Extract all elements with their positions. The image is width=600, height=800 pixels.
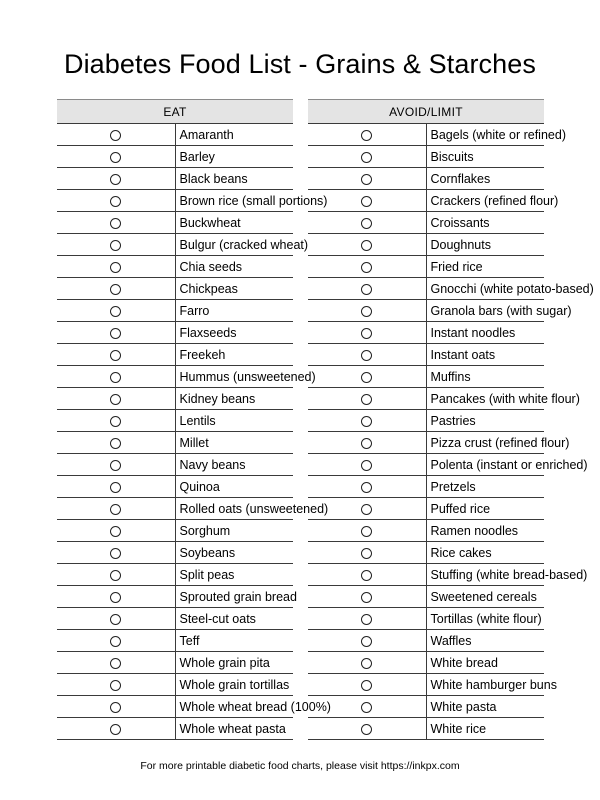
checkbox-cell (57, 124, 175, 146)
avoid-limit-list-item (308, 718, 544, 740)
food-item-label: Sorghum (175, 520, 293, 542)
empty-circle-checkbox-icon[interactable] (361, 526, 372, 537)
food-item-label: Chickpeas (175, 278, 293, 300)
checkbox-cell (308, 476, 426, 498)
empty-circle-checkbox-icon[interactable] (361, 306, 372, 317)
food-item-label: Muffins (426, 366, 544, 388)
checkbox-cell (308, 520, 426, 542)
food-item-label: Teff (175, 630, 293, 652)
avoid-limit-list-item (308, 652, 544, 674)
food-item-label: Pretzels (426, 476, 544, 498)
empty-circle-checkbox-icon[interactable] (110, 196, 121, 207)
eat-list-item (57, 586, 293, 608)
checkbox-cell (57, 366, 175, 388)
empty-circle-checkbox-icon[interactable] (361, 262, 372, 273)
food-item-label: Buckwheat (175, 212, 293, 234)
eat-list-item (57, 542, 293, 564)
food-item-label: Instant oats (426, 344, 544, 366)
empty-circle-checkbox-icon[interactable] (361, 680, 372, 691)
empty-circle-checkbox-icon[interactable] (110, 218, 121, 229)
food-item-label: Navy beans (175, 454, 293, 476)
empty-circle-checkbox-icon[interactable] (110, 724, 121, 735)
checkbox-cell (308, 146, 426, 168)
checkbox-cell (57, 300, 175, 322)
avoid-limit-list-item (308, 322, 544, 344)
checkbox-cell (308, 652, 426, 674)
checkbox-cell (57, 674, 175, 696)
food-item-label: Cornflakes (426, 168, 544, 190)
empty-circle-checkbox-icon[interactable] (361, 724, 372, 735)
avoid-limit-list-item (308, 190, 544, 212)
checkbox-cell (57, 696, 175, 718)
empty-circle-checkbox-icon[interactable] (110, 306, 121, 317)
eat-list-item (57, 674, 293, 696)
food-item-label: Pizza crust (refined flour) (426, 432, 544, 454)
avoid-limit-list-item (308, 256, 544, 278)
empty-circle-checkbox-icon[interactable] (361, 416, 372, 427)
empty-circle-checkbox-icon[interactable] (361, 482, 372, 493)
checkbox-cell (308, 234, 426, 256)
eat-list-item (57, 168, 293, 190)
food-item-label: Fried rice (426, 256, 544, 278)
checkbox-cell (57, 344, 175, 366)
food-item-label: Whole wheat bread (100%) (175, 696, 293, 718)
empty-circle-checkbox-icon[interactable] (110, 240, 121, 251)
food-item-label: Stuffing (white bread-based) (426, 564, 544, 586)
eat-list-item (57, 234, 293, 256)
avoid-limit-list-item (308, 168, 544, 190)
avoid-limit-list-item (308, 432, 544, 454)
food-item-label: Rolled oats (unsweetened) (175, 498, 293, 520)
avoid-limit-list-item (308, 586, 544, 608)
empty-circle-checkbox-icon[interactable] (361, 328, 372, 339)
empty-circle-checkbox-icon[interactable] (361, 592, 372, 603)
food-item-label: Instant noodles (426, 322, 544, 344)
food-item-label: Doughnuts (426, 234, 544, 256)
food-item-label: Rice cakes (426, 542, 544, 564)
checkbox-cell (308, 344, 426, 366)
avoid-limit-list-item (308, 278, 544, 300)
eat-column-header: EAT (57, 100, 293, 124)
checkbox-cell (308, 212, 426, 234)
checkbox-cell (57, 718, 175, 740)
checkbox-cell (57, 476, 175, 498)
food-item-label: Black beans (175, 168, 293, 190)
avoid-limit-list-body (308, 124, 594, 740)
food-item-label: Sprouted grain bread (175, 586, 293, 608)
checkbox-cell (57, 608, 175, 630)
avoid-limit-list-item (308, 124, 544, 146)
empty-circle-checkbox-icon[interactable] (110, 262, 121, 273)
checkbox-cell (57, 168, 175, 190)
eat-list-item (57, 630, 293, 652)
checkbox-cell (308, 630, 426, 652)
empty-circle-checkbox-icon[interactable] (110, 504, 121, 515)
food-item-label: Whole grain pita (175, 652, 293, 674)
checkbox-cell (308, 388, 426, 410)
eat-list-item (57, 520, 293, 542)
eat-list-item (57, 256, 293, 278)
empty-circle-checkbox-icon[interactable] (361, 152, 372, 163)
checkbox-cell (308, 278, 426, 300)
food-item-label: Tortillas (white flour) (426, 608, 544, 630)
eat-list-item (57, 608, 293, 630)
empty-circle-checkbox-icon[interactable] (361, 460, 372, 471)
empty-circle-checkbox-icon[interactable] (110, 284, 121, 295)
eat-list-item (57, 366, 293, 388)
checkbox-cell (308, 190, 426, 212)
empty-circle-checkbox-icon[interactable] (110, 680, 121, 691)
checkbox-cell (308, 608, 426, 630)
empty-circle-checkbox-icon[interactable] (110, 350, 121, 361)
checkbox-cell (308, 432, 426, 454)
food-item-label: Barley (175, 146, 293, 168)
avoid-limit-list-item (308, 630, 544, 652)
checkbox-cell (57, 322, 175, 344)
eat-list-item (57, 190, 293, 212)
empty-circle-checkbox-icon[interactable] (361, 438, 372, 449)
empty-circle-checkbox-icon[interactable] (110, 658, 121, 669)
eat-list-item (57, 322, 293, 344)
food-item-label: Gnocchi (white potato-based) (426, 278, 544, 300)
food-item-label: Quinoa (175, 476, 293, 498)
empty-circle-checkbox-icon[interactable] (110, 482, 121, 493)
food-item-label: Polenta (instant or enriched) (426, 454, 544, 476)
eat-list-item (57, 652, 293, 674)
checkbox-cell (57, 520, 175, 542)
eat-list-item (57, 454, 293, 476)
empty-circle-checkbox-icon[interactable] (361, 174, 372, 185)
eat-list-item (57, 696, 293, 718)
empty-circle-checkbox-icon[interactable] (361, 658, 372, 669)
empty-circle-checkbox-icon[interactable] (110, 152, 121, 163)
food-item-label: Millet (175, 432, 293, 454)
food-item-label: Whole grain tortillas (175, 674, 293, 696)
eat-list-item (57, 498, 293, 520)
checkbox-cell (57, 410, 175, 432)
food-item-label: Biscuits (426, 146, 544, 168)
empty-circle-checkbox-icon[interactable] (110, 130, 121, 141)
empty-circle-checkbox-icon[interactable] (361, 130, 372, 141)
checkbox-cell (57, 498, 175, 520)
eat-list-item (57, 146, 293, 168)
checkbox-cell (308, 300, 426, 322)
empty-circle-checkbox-icon[interactable] (110, 636, 121, 647)
eat-list-table (57, 99, 331, 740)
checkbox-cell (57, 256, 175, 278)
checkbox-cell (57, 212, 175, 234)
empty-circle-checkbox-icon[interactable] (361, 394, 372, 405)
food-item-label: Soybeans (175, 542, 293, 564)
food-item-label: Hummus (unsweetened) (175, 366, 293, 388)
eat-list-item (57, 278, 293, 300)
avoid-limit-list-table (308, 99, 594, 740)
eat-list-item (57, 212, 293, 234)
checkbox-cell (57, 564, 175, 586)
avoid-limit-list-item (308, 388, 544, 410)
empty-circle-checkbox-icon[interactable] (361, 240, 372, 251)
food-item-label: Pastries (426, 410, 544, 432)
avoid-limit-list-item (308, 498, 544, 520)
avoid-limit-list-item (308, 344, 544, 366)
food-item-label: Waffles (426, 630, 544, 652)
food-item-label: Croissants (426, 212, 544, 234)
checkbox-cell (57, 542, 175, 564)
checkbox-cell (57, 586, 175, 608)
checkbox-cell (308, 168, 426, 190)
avoid-limit-list-item (308, 454, 544, 476)
food-item-label: Bulgur (cracked wheat) (175, 234, 293, 256)
empty-circle-checkbox-icon[interactable] (110, 372, 121, 383)
avoid-limit-list-item (308, 212, 544, 234)
checkbox-cell (308, 542, 426, 564)
food-item-label: Puffed rice (426, 498, 544, 520)
food-item-label: Ramen noodles (426, 520, 544, 542)
food-item-label: Chia seeds (175, 256, 293, 278)
checkbox-cell (308, 454, 426, 476)
food-item-label: White rice (426, 718, 544, 740)
avoid-limit-list-item (308, 366, 544, 388)
page-title: Diabetes Food List - Grains & Starches (63, 49, 536, 79)
empty-circle-checkbox-icon[interactable] (110, 438, 121, 449)
empty-circle-checkbox-icon[interactable] (110, 416, 121, 427)
empty-circle-checkbox-icon[interactable] (361, 702, 372, 713)
eat-list-item (57, 718, 293, 740)
eat-list-item (57, 124, 293, 146)
avoid-limit-list-item (308, 674, 544, 696)
empty-circle-checkbox-icon[interactable] (361, 636, 372, 647)
food-item-label: White hamburger buns (426, 674, 544, 696)
food-item-label: Whole wheat pasta (175, 718, 293, 740)
checkbox-cell (57, 454, 175, 476)
food-item-label: Amaranth (175, 124, 293, 146)
checkbox-cell (57, 388, 175, 410)
eat-list-item (57, 564, 293, 586)
food-item-label: Split peas (175, 564, 293, 586)
checkbox-cell (57, 278, 175, 300)
eat-list-item (57, 388, 293, 410)
eat-list-item (57, 300, 293, 322)
eat-header-row (57, 100, 293, 124)
avoid-limit-list-item (308, 564, 544, 586)
food-item-label: Freekeh (175, 344, 293, 366)
empty-circle-checkbox-icon[interactable] (110, 570, 121, 581)
food-item-label: Bagels (white or refined) (426, 124, 544, 146)
checkbox-cell (308, 256, 426, 278)
empty-circle-checkbox-icon[interactable] (110, 702, 121, 713)
empty-circle-checkbox-icon[interactable] (110, 614, 121, 625)
empty-circle-checkbox-icon[interactable] (110, 328, 121, 339)
checkbox-cell (57, 146, 175, 168)
empty-circle-checkbox-icon[interactable] (110, 526, 121, 537)
checkbox-cell (57, 652, 175, 674)
food-item-label: Flaxseeds (175, 322, 293, 344)
checkbox-cell (308, 564, 426, 586)
checkbox-cell (57, 190, 175, 212)
empty-circle-checkbox-icon[interactable] (110, 548, 121, 559)
empty-circle-checkbox-icon[interactable] (361, 570, 372, 581)
checkbox-cell (57, 630, 175, 652)
checkbox-cell (308, 498, 426, 520)
empty-circle-checkbox-icon[interactable] (361, 218, 372, 229)
checkbox-cell (308, 322, 426, 344)
checkbox-cell (308, 718, 426, 740)
checkbox-cell (57, 432, 175, 454)
empty-circle-checkbox-icon[interactable] (110, 592, 121, 603)
empty-circle-checkbox-icon[interactable] (110, 394, 121, 405)
avoid-limit-list-item (308, 608, 544, 630)
food-item-label: Kidney beans (175, 388, 293, 410)
checkbox-cell (308, 366, 426, 388)
avoid-limit-list-item (308, 410, 544, 432)
eat-list-item (57, 432, 293, 454)
eat-list-item (57, 476, 293, 498)
avoid-limit-column-header: AVOID/LIMIT (308, 100, 544, 124)
food-item-label: Farro (175, 300, 293, 322)
footer-note: For more printable diabetic food charts, please visit https://inkpx.com (140, 760, 460, 772)
empty-circle-checkbox-icon[interactable] (361, 504, 372, 515)
avoid-limit-list-item (308, 542, 544, 564)
eat-list-item (57, 410, 293, 432)
food-item-label: Sweetened cereals (426, 586, 544, 608)
eat-list-body (57, 124, 331, 740)
food-item-label: White pasta (426, 696, 544, 718)
checkbox-cell (308, 696, 426, 718)
empty-circle-checkbox-icon[interactable] (110, 174, 121, 185)
food-item-label: Lentils (175, 410, 293, 432)
checkbox-cell (308, 124, 426, 146)
checkbox-cell (308, 674, 426, 696)
food-item-label: Steel-cut oats (175, 608, 293, 630)
eat-list-item (57, 344, 293, 366)
empty-circle-checkbox-icon[interactable] (361, 614, 372, 625)
avoid-limit-list-item (308, 696, 544, 718)
checkbox-cell (308, 586, 426, 608)
checkbox-cell (57, 234, 175, 256)
empty-circle-checkbox-icon[interactable] (361, 350, 372, 361)
avoid-limit-list-item (308, 234, 544, 256)
empty-circle-checkbox-icon[interactable] (361, 196, 372, 207)
food-item-label: Pancakes (with white flour) (426, 388, 544, 410)
food-item-label: Brown rice (small portions) (175, 190, 293, 212)
avoid-limit-list-item (308, 146, 544, 168)
empty-circle-checkbox-icon[interactable] (110, 460, 121, 471)
empty-circle-checkbox-icon[interactable] (361, 284, 372, 295)
empty-circle-checkbox-icon[interactable] (361, 548, 372, 559)
avoid-limit-list-item (308, 300, 544, 322)
avoid-limit-list-item (308, 520, 544, 542)
food-item-label: Crackers (refined flour) (426, 190, 544, 212)
avoid-limit-header-row (308, 100, 544, 124)
food-item-label: Granola bars (with sugar) (426, 300, 544, 322)
checkbox-cell (308, 410, 426, 432)
avoid-limit-list-item (308, 476, 544, 498)
empty-circle-checkbox-icon[interactable] (361, 372, 372, 383)
food-item-label: White bread (426, 652, 544, 674)
